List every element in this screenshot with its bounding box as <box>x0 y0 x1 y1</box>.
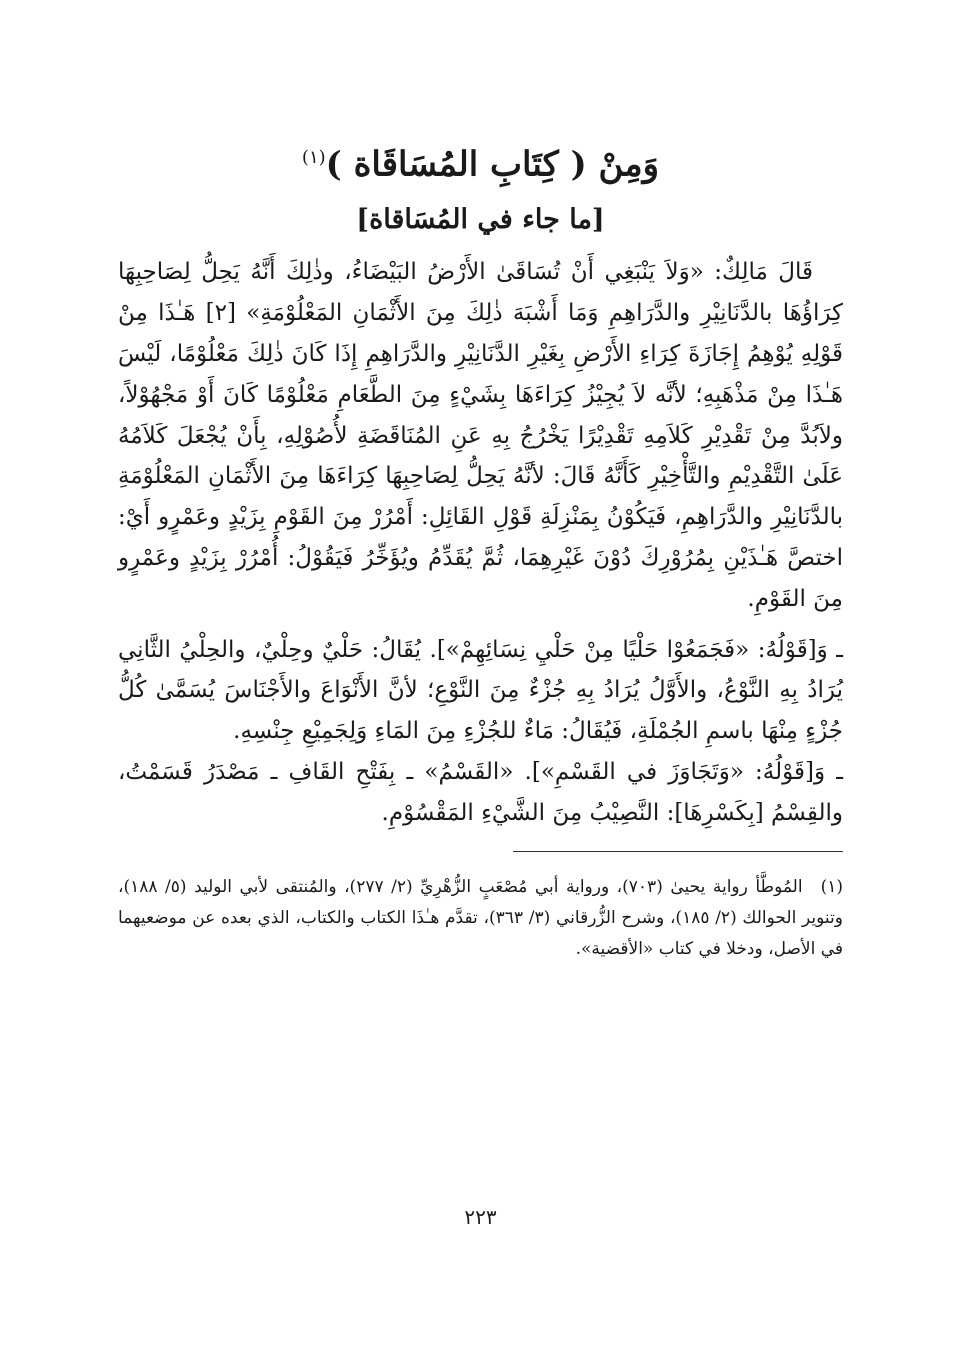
footnote-divider <box>513 851 843 852</box>
paragraph: ـ وَ[قَوْلُهُ: «وَتَجَاوَزَ في القَسْمِ»]. «القَسْمُ» ـ بِفَتْحِ القَافِ ـ مَصْدَرُ قَسَمْتُ، والقِسْمُ [بِكَسْرِهَا]: النَّصِيْبُ مِنَ الشَّيْءِ المَقْسُوْمِ. <box>118 758 843 826</box>
footnote-text: المُوطَّأ رواية يحيىٰ (٧٠٣)، ورواية أبي مُصْعَبٍ الزُّهْرِيِّ (٢/ ٢٧٧)، والمُنتقى لأبي الوليد (٥/ ١٨٨)، وتنوير الحوالك (٢/ ١٨٥)، وشرح الزُّرقاني (٣/ ٣٦٣)، تقدَّم هـٰذَا الكتاب والكتاب، الذي بعده عن موضعيهما في الأصل، ودخلا في كتاب «الأقضية». <box>118 877 843 960</box>
paragraph: ـ وَ[قَوْلُهُ: «فَجَمَعُوْا حَلْيًا مِنْ حَلْيِ نِسَائِهِمْ»]. يُقَالُ: حَلْيٌ وحِلْيٌ، والحِلْيُ الثَّانِي يُرَادُ بِهِ النَّوْعُ، والأَوَّلُ يُرَادُ بِهِ جُزْءٌ مِنَ النَّوْعِ؛ لأنَّ الأَنْوَاعَ والأَجْنَاسَ يُسَمَّىٰ كُلُّ جُزْءٍ مِنْهَا باسمِ الجُمْلَةِ، فَيُقَالُ: مَاءٌ للجُزْءِ مِنَ المَاءِ وَلِجَمِيْعِ جِنْسِهِ. <box>118 636 843 745</box>
section-heading: [ما جاء في المُسَاقاة] <box>356 204 605 236</box>
chapter-title <box>118 130 843 192</box>
footnote <box>118 872 843 965</box>
footnote-marker[interactable]: (١) <box>301 147 326 168</box>
page-number: ٢٢٣ <box>464 1205 497 1229</box>
paragraph: قَالَ مَالِكٌ: «وَلاَ يَنْبَغِي أَنْ تُسَاقَىٰ الأَرْضُ البَيْضَاءُ، وذٰلِكَ أَنَّهُ يَحِلُّ لِصَاحِبِهَا كِرَاؤُهَا بالدَّنَانِيْرِ والدَّرَاهِمِ وَمَا أَشْبَهَ ذٰلِكَ مِنَ الأَثْمَانِ المَعْلُوْمَةِ» [٢] هَـٰذَا مِنْ قَوْلِهِ يُوْهِمُ إِجَازَةَ كِرَاءِ الأَرْضِ بِغَيْرِ الدَّنَانِيْرِ والدَّرَاهِمِ إِذَا كَانَ ذٰلِكَ مَعْلُوْمًا، لَيْسَ هَـٰذَا مِنْ مَذْهَبِهِ؛ لأنَّه لاَ يُجِيْزُ كِرَاءَهَا بِشَيْءٍ مِنَ الطَّعَامِ مَعْلُوْمًا كَانَ أَوْ مَجْهُوْلاً، ولاَبُدَّ مِنْ تَقْدِيْرِ كَلاَمِهِ تَقْدِيْرًا يَخْرُجُ بِهِ عَنِ المُنَاقَضَةِ لأُصُوْلِهِ، بِأَنْ يُجْعَلَ كَلاَمُهُ عَلَىٰ التَّقْدِيْمِ والتَّأْخِيْرِ كَأَنَّهُ قَالَ: لأنَّهُ يَحِلُّ لِصَاحِبِهَا كِرَاءَهَا مِنَ الأَثْمَانِ المَعْلُوْمَةِ بالدَّنَانِيْرِ والدَّرَاهِمِ، فَيَكُوْنُ بِمَنْزِلَةِ قَوْلِ القَائِلِ: أَمْرُرْ مِنَ القَوْمِ بِزَيْدٍ وعَمْرٍو أَيْ: اختصَّ هَـٰذَيْنِ بِمُرُوْرِكَ دُوْنَ غَيْرِهِمَا، ثُمَّ يُقَدِّمُ ويُؤَخِّرُ فَيَقُوْلُ: أُمْرُرْ بِزَيْدٍ وعَمْرٍو مِنَ القَوْمِ. <box>118 259 843 612</box>
main-text <box>118 252 843 833</box>
chapter-title-text: وَمِنْ ( كِتَابِ المُسَاقَاة ) <box>325 144 660 185</box>
book-page <box>118 120 843 1320</box>
footnote-number: (١) <box>820 877 843 898</box>
